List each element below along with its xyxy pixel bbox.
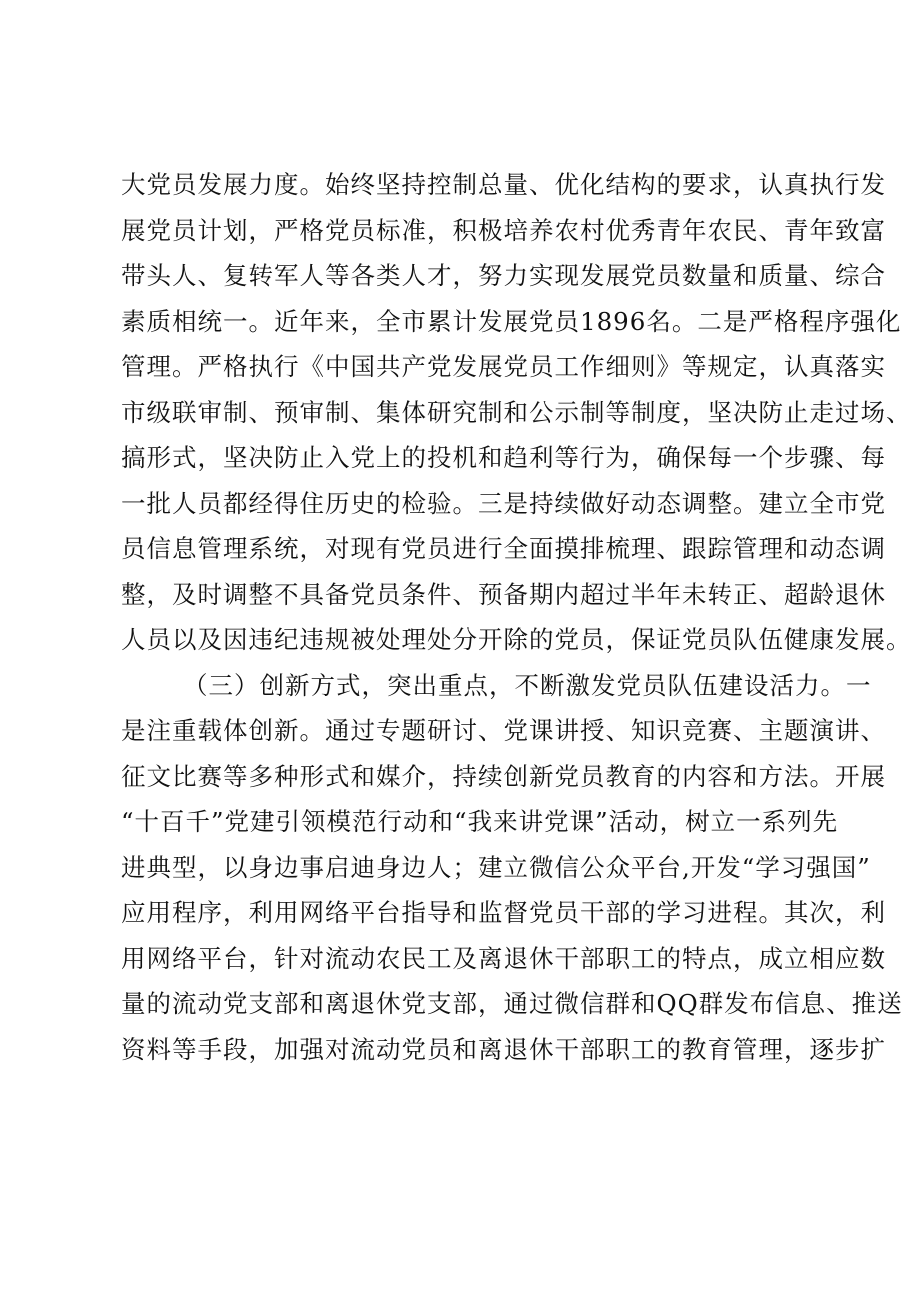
paragraph-line: 市级联审制、预审制、集体研究制和公示制等制度，坚决防止走过场、 (121, 397, 912, 427)
paragraph-line: 员信息管理系统，对现有党员进行全面摸排梳理、跟踪管理和动态调 (121, 534, 886, 563)
section-heading-line: （三）创新方式，突出重点，不断激发党员队伍建设活力。一 (183, 670, 872, 700)
paragraph-2 (121, 663, 903, 1073)
paragraph-line: 管理。严格执行《中国共产党发展党员工作细则》等规定，认真落实 (121, 352, 886, 381)
paragraph-line: 整，及时调整不具备党员条件、预备期内超过半年未转正、超龄退休 (121, 579, 886, 609)
paragraph-line: 应用程序，利用网络平台指导和监督党员干部的学习进程。其次，利 (121, 898, 886, 927)
paragraph-line: 资料等手段，加强对流动党员和离退休干部职工的教育管理，逐步扩 (121, 1034, 886, 1064)
paragraph-line: 大党员发展力度。始终坚持控制总量、优化结构的要求，认真执行发 (121, 170, 886, 199)
paragraph-line: 人员以及因违纪违规被处理处分开除的党员，保证党员队伍健康发展。 (121, 625, 912, 654)
paragraph-line: “十百千”党建引领模范行动和“我来讲党课”活动，树立一系列先 (121, 807, 839, 836)
paragraph-line: 量的流动党支部和离退休党支部，通过微信群和QQ群发布信息、推送 (121, 989, 903, 1018)
paragraph-line: 素质相统一。近年来，全市累计发展党员1896名。二是严格程序强化 (121, 306, 902, 336)
paragraph-line: 进典型，以身边事启迪身边人；建立微信公众平台,开发“学习强国” (121, 852, 871, 882)
paragraph-1 (121, 162, 912, 663)
paragraph-line: 用网络平台，针对流动农民工及离退休干部职工的特点，成立相应数 (121, 943, 886, 973)
paragraph-line: 展党员计划，严格党员标准，积极培养农村优秀青年农民、青年致富 (121, 215, 886, 245)
document-body (121, 162, 912, 1072)
paragraph-line: 搞形式，坚决防止入党上的投机和趋利等行为，确保每一个步骤、每 (121, 443, 886, 472)
paragraph-line: 带头人、复转军人等各类人才，努力实现发展党员数量和质量、综合 (121, 261, 886, 290)
paragraph-line: 一批人员都经得住历史的检验。三是持续做好动态调整。建立全市党 (121, 488, 886, 518)
paragraph-line: 是注重载体创新。通过专题研讨、党课讲授、知识竞赛、主题演讲、 (121, 716, 886, 745)
paragraph-line: 征文比赛等多种形式和媒介，持续创新党员教育的内容和方法。开展 (121, 761, 886, 791)
